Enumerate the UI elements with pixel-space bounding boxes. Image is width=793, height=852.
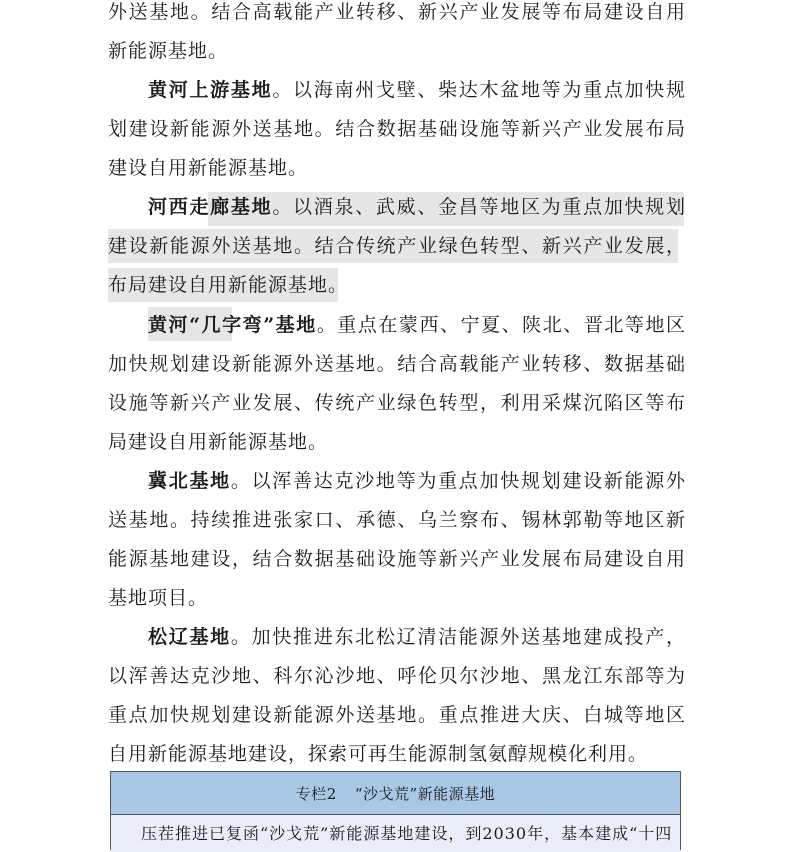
paragraph-text: 。加快推进东北松辽清洁能源外送基地建成投产，以浑善达克沙地、科尔沁沙地、呼伦贝尔沙地、黑龙江东部等为重点加快规划建设新能源外送基地。重点推进大庆、白城等地区自用新能源基地建设，探索可再生能源制氢氨醇规模化利用。 [108, 626, 686, 765]
paragraph-heading: 黄河“几字弯”基地 [148, 314, 317, 336]
paragraph-text: 。以海南州戈壁、柴达木盆地等为重点加快规划建设新能源外送基地。结合数据基础设施等新兴产业发展布局建设自用新能源基地。 [108, 79, 686, 179]
paragraph-heading: 黄河上游基地 [148, 79, 273, 101]
box-title: “沙戈荒”新能源基地 [354, 784, 496, 803]
paragraph-heading: 冀北基地 [148, 470, 231, 492]
paragraph [108, 71, 686, 188]
box-label: 专栏2 [295, 784, 337, 803]
sidebar-box [110, 771, 681, 850]
paragraph-text: 外送基地。结合高载能产业转移、新兴产业发展等布局建设自用新能源基地。 [108, 1, 686, 62]
paragraph-text: 。以浑善达克沙地等为重点加快规划建设新能源外送基地。持续推进张家口、承德、乌兰察布、锡林郭勒等地区新能源基地建设，结合数据基础设施等新兴产业发展布局建设自用基地项目。 [108, 470, 686, 609]
box-body-text: 压茬推进已复函“沙戈荒”新能源基地建设，到2030年，基本建成“十四 [111, 815, 680, 852]
paragraph-heading: 松辽基地 [148, 626, 231, 648]
paragraph [108, 618, 686, 774]
paragraph [108, 462, 686, 618]
paragraph-text: 。重点在蒙西、宁夏、陕北、晋北等地区加快规划建设新能源外送基地。结合高载能产业转移、数据基础设施等新兴产业发展、传统产业绿色转型，利用采煤沉陷区等布局建设自用新能源基地。 [108, 314, 686, 453]
paragraph [108, 188, 686, 305]
box-header [111, 772, 680, 815]
paragraph-heading: 河西走廊基地 [148, 196, 273, 218]
paragraph [108, 0, 686, 71]
paragraph-text: 。以酒泉、武威、金昌等地区为重点加快规划建设新能源外送基地。结合传统产业绿色转型、新兴产业发展，布局建设自用新能源基地。 [108, 196, 686, 296]
paragraph [108, 306, 686, 462]
